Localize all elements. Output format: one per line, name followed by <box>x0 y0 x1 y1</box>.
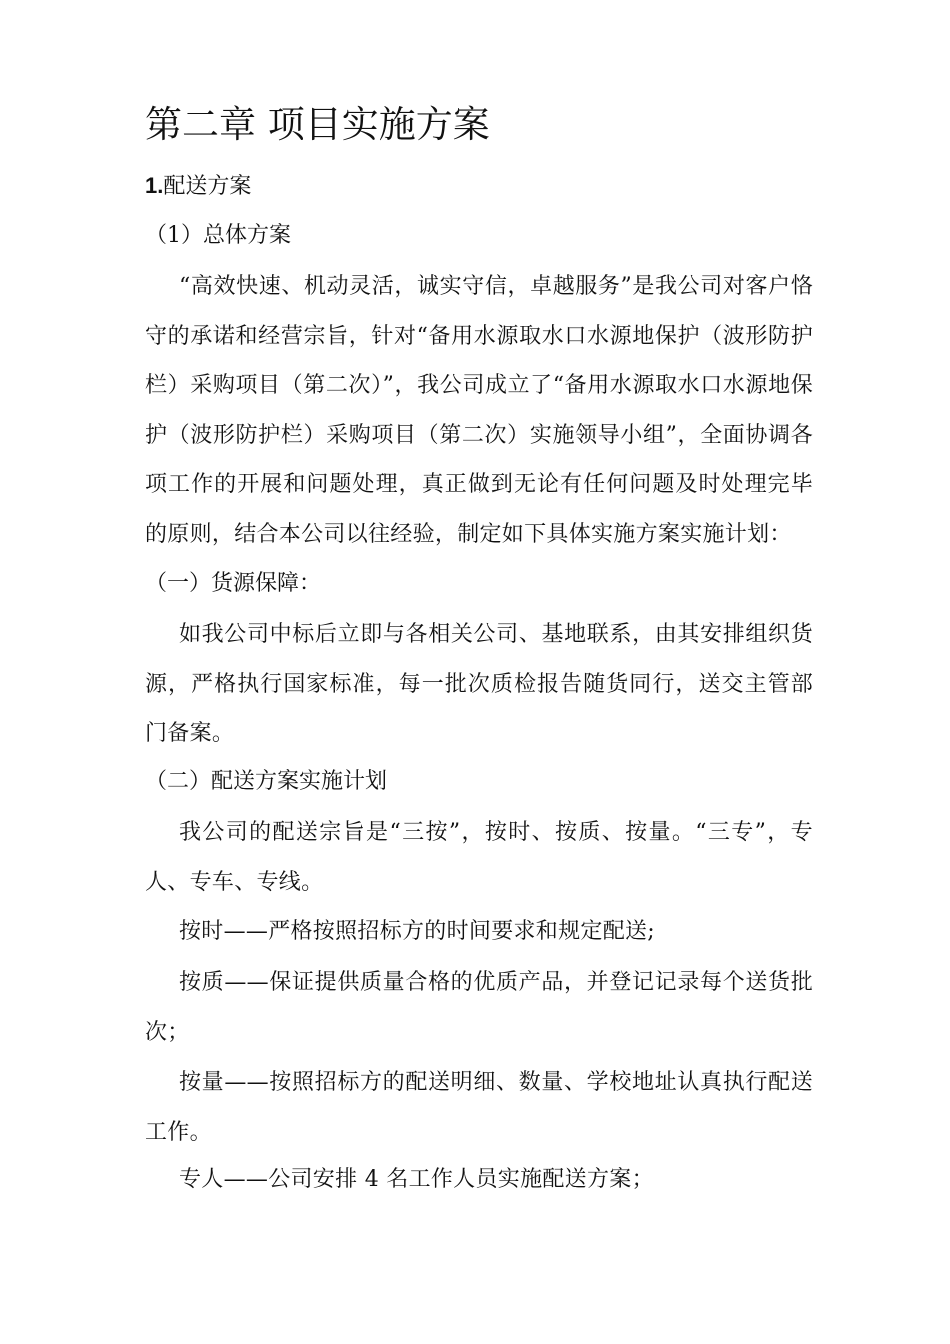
on-quantity-item: 按量——按照招标方的配送明细、数量、学校地址认真执行配送工作。 <box>145 1070 813 1145</box>
section-title: 配送方案 <box>163 174 252 199</box>
supply-heading: （一）货源保障： <box>145 571 322 596</box>
delivery-heading: （二）配送方案实施计划 <box>145 769 388 794</box>
section-number: 1. <box>145 173 164 198</box>
dedicated-staff-item: 专人——公司安排 4 名工作人员实施配送方案； <box>179 1167 654 1192</box>
on-time-item: 按时——严格按照招标方的时间要求和规定配送; <box>179 919 656 944</box>
delivery-paragraph: 我公司的配送宗旨是“三按”，按时、按质、按量。“三专”，专人、专车、专线。 <box>145 820 813 895</box>
intro-paragraph: “高效快速、机动灵活，诚实守信，卓越服务”是我公司对客户恪守的承诺和经营宗旨，针对“备用水源取水口水源地保护（波形防护栏）采购项目（第二次）”，我公司成立了“备用水源取水口水源地保护（波形防护栏）采购项目（第二次）实施领导小组”，全面协调各项工作的开展和问题处理，真正做到无论有任何问题及时处理完毕的原则，结合本公司以往经验，制定如下具体实施方案实施计划： <box>145 274 813 547</box>
overall-plan-heading: （1）总体方案 <box>145 223 291 248</box>
on-quality-item: 按质——保证提供质量合格的优质产品，并登记记录每个送货批次； <box>145 970 813 1045</box>
section-heading <box>145 170 251 203</box>
chapter-title: 第二章 项目实施方案 <box>145 103 490 146</box>
supply-paragraph: 如我公司中标后立即与各相关公司、基地联系，由其安排组织货源，严格执行国家标准，每一批次质检报告随货同行，送交主管部门备案。 <box>145 622 813 746</box>
